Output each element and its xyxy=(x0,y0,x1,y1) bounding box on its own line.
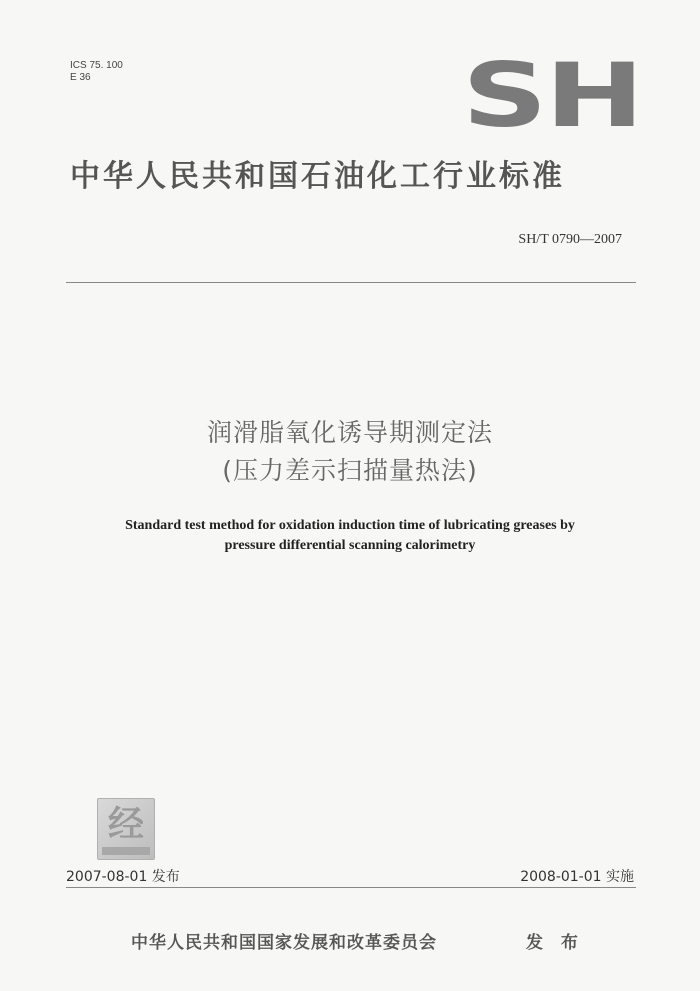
seal-stamp-icon xyxy=(97,798,155,860)
english-title xyxy=(60,516,640,556)
ccs-code: E 36 xyxy=(70,72,91,83)
ics-code: ICS 75. 100 xyxy=(70,60,123,71)
chinese-title-line2: (压力差示扫描量热法) xyxy=(222,456,478,485)
english-title-line1: Standard test method for oxidation induction time of lubricating greases by xyxy=(125,518,575,533)
standard-number: SH/T 0790—2007 xyxy=(518,232,622,247)
stamp-band xyxy=(102,847,150,855)
bottom-divider xyxy=(66,887,636,888)
industry-standard-heading: 中华人民共和国石油化工行业标准 xyxy=(70,159,565,194)
sh-logo: SH xyxy=(462,44,642,147)
issued-label: 发 布 xyxy=(526,933,584,953)
chinese-title xyxy=(0,414,700,490)
issue-date: 2007-08-01 发布 xyxy=(66,869,180,885)
stamp-glyph: 经 xyxy=(107,804,144,845)
english-title-line2: pressure differential scanning calorimetry xyxy=(224,538,476,553)
issuing-authority: 中华人民共和国国家发展和改革委员会 xyxy=(131,933,437,953)
chinese-title-line1: 润滑脂氧化诱导期测定法 xyxy=(206,418,493,447)
implementation-date: 2008-01-01 实施 xyxy=(520,869,634,885)
ics-classification xyxy=(70,60,123,84)
top-divider xyxy=(66,282,636,283)
